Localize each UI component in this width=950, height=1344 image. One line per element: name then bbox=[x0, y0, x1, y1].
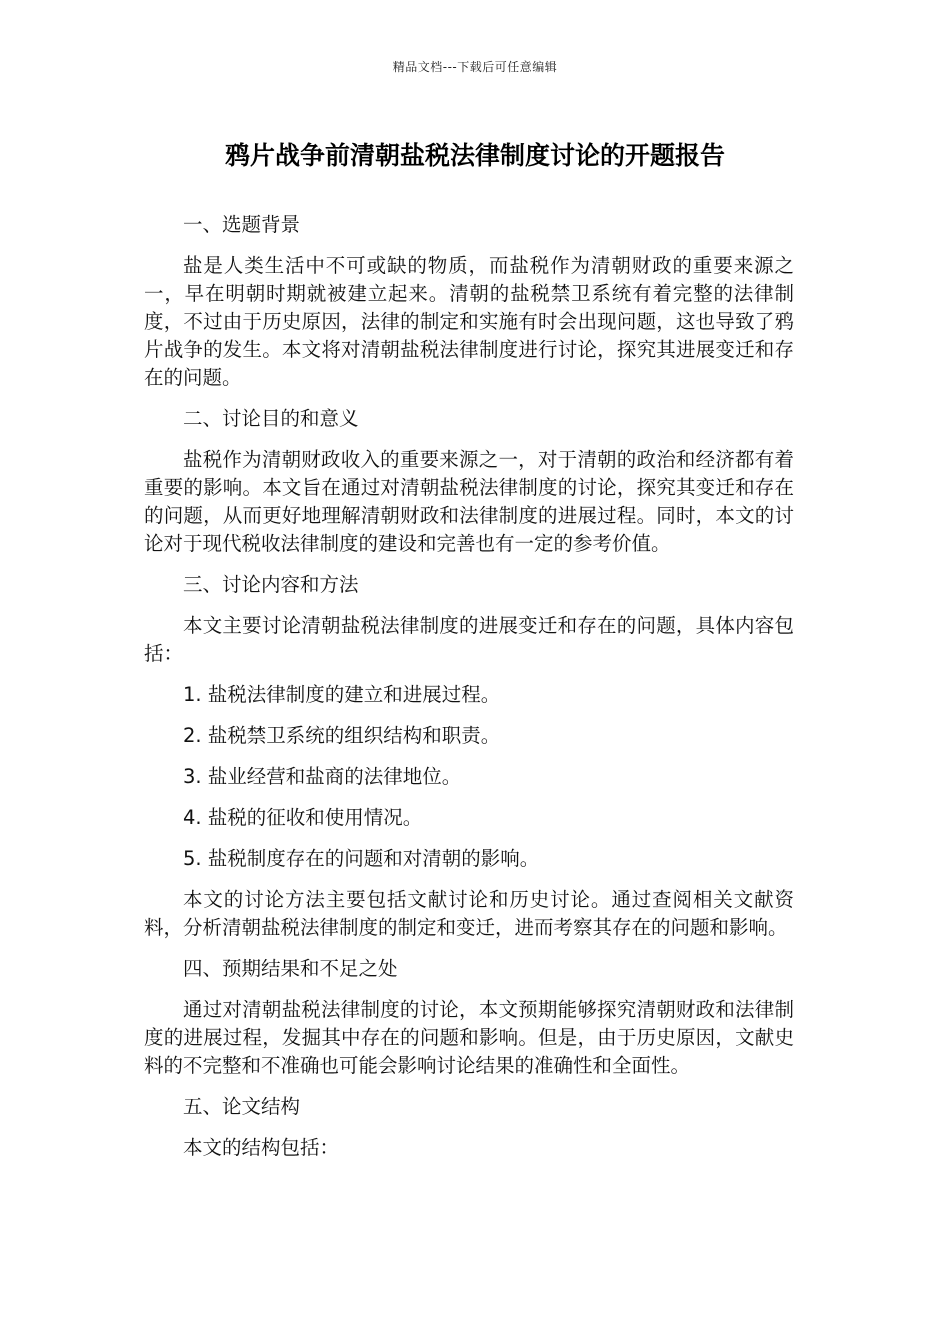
paragraph-structure: 本文的结构包括： bbox=[183, 1136, 340, 1159]
paragraph-method: 本文的讨论方法主要包括文献讨论和历史讨论。通过查阅相关文献资料，分析清朝盐税法律制度的制定和变迁，进而考察其存在的问题和影响。 bbox=[144, 888, 794, 939]
document-body bbox=[144, 211, 794, 1175]
document-title: 鸦片战争前清朝盐税法律制度讨论的开题报告 bbox=[224, 141, 725, 170]
section-heading-purpose: 二、讨论目的和意义 bbox=[183, 407, 359, 430]
paragraph-background: 盐是人类生活中不可或缺的物质，而盐税作为清朝财政的重要来源之一，早在明朝时期就被建立起来。清朝的盐税禁卫系统有着完整的法律制度，不过由于历史原因，法律的制定和实施有时会出现问题，这也导致了鸦片战争的发生。本文将对清朝盐税法律制度进行讨论，探究其进展变迁和存在的问题。 bbox=[144, 254, 794, 389]
header-note: 精品文档---下载后可任意编辑 bbox=[392, 60, 558, 74]
section-heading-expected-results: 四、预期结果和不足之处 bbox=[183, 957, 398, 980]
list-item: 3. 盐业经营和盐商的法律地位。 bbox=[183, 765, 462, 788]
list-item: 2. 盐税禁卫系统的组织结构和职责。 bbox=[183, 724, 501, 747]
section-heading-structure: 五、论文结构 bbox=[183, 1095, 301, 1118]
section-heading-background: 一、选题背景 bbox=[183, 213, 301, 236]
list-item: 5. 盐税制度存在的问题和对清朝的影响。 bbox=[183, 847, 540, 870]
list-item: 4. 盐税的征收和使用情况。 bbox=[183, 806, 423, 829]
section-heading-content-method: 三、讨论内容和方法 bbox=[183, 573, 359, 596]
paragraph-content-intro: 本文主要讨论清朝盐税法律制度的进展变迁和存在的问题，具体内容包括： bbox=[144, 614, 794, 665]
paragraph-expected-results: 通过对清朝盐税法律制度的讨论，本文预期能够探究清朝财政和法律制度的进展过程，发掘其中存在的问题和影响。但是，由于历史原因，文献史料的不完整和不准确也可能会影响讨论结果的准确性和全面性。 bbox=[144, 998, 794, 1077]
paragraph-purpose: 盐税作为清朝财政收入的重要来源之一，对于清朝的政治和经济都有着重要的影响。本文旨在通过对清朝盐税法律制度的讨论，探究其变迁和存在的问题，从而更好地理解清朝财政和法律制度的进展过程。同时，本文的讨论对于现代税收法律制度的建设和完善也有一定的参考价值。 bbox=[144, 448, 794, 555]
list-item: 1. 盐税法律制度的建立和进展过程。 bbox=[183, 683, 501, 706]
